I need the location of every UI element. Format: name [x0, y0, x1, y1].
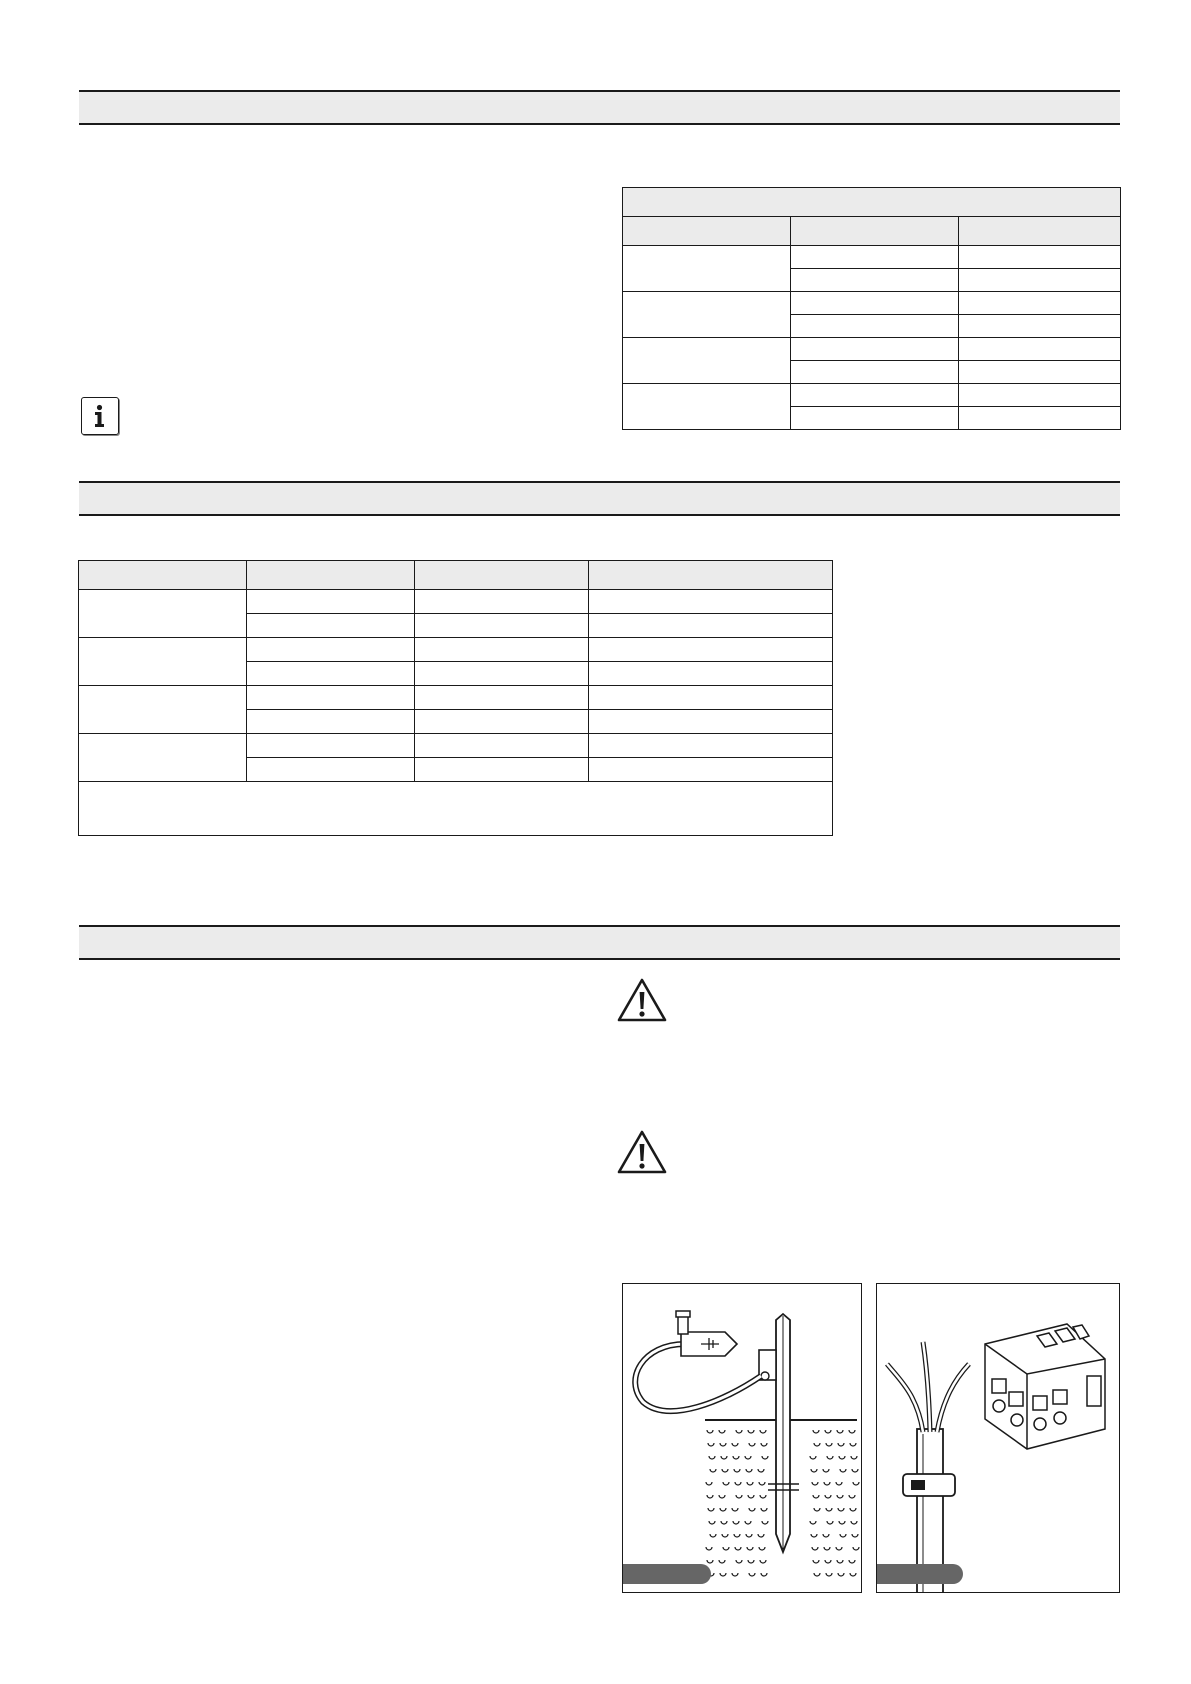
soil-mark: [813, 1430, 819, 1433]
table-cell: [791, 269, 959, 292]
soil-mark: [707, 1495, 713, 1498]
soil-mark: [722, 1534, 728, 1537]
soil-mark: [850, 1443, 856, 1446]
soil-mark: [732, 1573, 738, 1576]
group-cell: [79, 590, 247, 638]
soil-mark: [720, 1573, 726, 1576]
soil-mark: [813, 1495, 819, 1498]
soil-mark: [850, 1508, 856, 1511]
group-cell: [79, 638, 247, 686]
soil-mark: [824, 1482, 830, 1485]
figure-label-tab: [623, 1564, 711, 1584]
soil-mark: [720, 1443, 726, 1446]
soil-mark: [853, 1482, 859, 1485]
table-cell: [415, 686, 589, 710]
info-icon: [81, 397, 119, 435]
group-cell: [623, 246, 791, 292]
table-cell: [415, 638, 589, 662]
table-cell: [589, 662, 833, 686]
header-cell: [959, 217, 1121, 246]
soil-mark: [761, 1573, 767, 1576]
table-cell: [415, 710, 589, 734]
soil-mark: [709, 1456, 715, 1459]
table-cell: [589, 686, 833, 710]
soil-mark: [837, 1560, 843, 1563]
table-cell: [959, 246, 1121, 269]
soil-mark: [708, 1443, 714, 1446]
spec-table-right: [622, 187, 1121, 430]
table-cell: [959, 361, 1121, 384]
header-cell: [247, 561, 415, 590]
soil-mark: [814, 1573, 820, 1576]
cable-terminal-block-figure: [876, 1283, 1120, 1593]
soil-mark: [706, 1547, 712, 1550]
soil-mark: [836, 1547, 842, 1550]
soil-mark: [760, 1430, 766, 1433]
table-row: [623, 246, 1121, 269]
table-row: [623, 338, 1121, 361]
section-header-1: [79, 90, 1120, 125]
soil-mark: [814, 1508, 820, 1511]
soil-mark: [839, 1456, 845, 1459]
table-cell: [791, 384, 959, 407]
table-cell: [247, 758, 415, 782]
soil-mark: [849, 1430, 855, 1433]
soil-mark: [745, 1456, 751, 1459]
soil-mark: [734, 1469, 740, 1472]
spec-table-left: [78, 560, 833, 836]
table-cell: [247, 710, 415, 734]
group-cell: [79, 686, 247, 734]
table-cell: [247, 638, 415, 662]
table-row: [79, 590, 833, 614]
soil-mark: [850, 1573, 856, 1576]
soil-mark: [736, 1560, 742, 1563]
group-cell: [623, 292, 791, 338]
soil-mark: [824, 1547, 830, 1550]
soil-mark: [827, 1521, 833, 1524]
table-cell: [791, 361, 959, 384]
soil-mark: [734, 1534, 740, 1537]
table-cell: [589, 710, 833, 734]
table-header-row: [79, 561, 833, 590]
soil-mark: [825, 1495, 831, 1498]
soil-mark: [719, 1560, 725, 1563]
table-cell: [589, 758, 833, 782]
soil-mark: [838, 1573, 844, 1576]
soil-mark: [710, 1469, 716, 1472]
soil-mark: [707, 1560, 713, 1563]
soil-mark: [837, 1495, 843, 1498]
warning-triangle-icon: [617, 978, 667, 1022]
group-cell: [623, 384, 791, 430]
soil-mark: [733, 1521, 739, 1524]
table-cell: [247, 662, 415, 686]
soil-mark: [719, 1495, 725, 1498]
table-cell: [791, 246, 959, 269]
table-cell: [791, 315, 959, 338]
table-cell: [247, 590, 415, 614]
soil-mark: [849, 1560, 855, 1563]
header-cell: [79, 561, 247, 590]
table-row: [623, 292, 1121, 315]
soil-mark: [823, 1469, 829, 1472]
table-cell: [415, 734, 589, 758]
soil-mark: [723, 1547, 729, 1550]
soil-mark: [852, 1469, 858, 1472]
soil-mark: [748, 1560, 754, 1563]
figure-label-tab: [877, 1564, 963, 1584]
soil-mark: [736, 1430, 742, 1433]
table-cell: [959, 269, 1121, 292]
table-cell: [791, 292, 959, 315]
soil-mark: [840, 1534, 846, 1537]
group-cell: [623, 338, 791, 384]
soil-mark: [719, 1430, 725, 1433]
soil-mark: [746, 1469, 752, 1472]
soil-mark: [759, 1547, 765, 1550]
soil-mark: [761, 1508, 767, 1511]
soil-mark: [812, 1482, 818, 1485]
soil-mark: [838, 1508, 844, 1511]
soil-mark: [760, 1560, 766, 1563]
soil-mark: [710, 1534, 716, 1537]
table-row: [79, 686, 833, 710]
table-cell: [959, 292, 1121, 315]
soil-mark: [811, 1469, 817, 1472]
table-cell: [589, 614, 833, 638]
table-cell: [589, 734, 833, 758]
soil-mark: [732, 1443, 738, 1446]
soil-mark: [723, 1482, 729, 1485]
soil-mark: [722, 1469, 728, 1472]
soil-mark: [814, 1443, 820, 1446]
table-cell: [791, 407, 959, 430]
soil-mark: [825, 1430, 831, 1433]
table-row: [79, 734, 833, 758]
table-cell: [415, 614, 589, 638]
table-cell: [589, 590, 833, 614]
warning-triangle-icon: [617, 1130, 667, 1174]
table-header-row: [623, 217, 1121, 246]
header-cell: [623, 217, 791, 246]
soil-mark: [735, 1547, 741, 1550]
soil-mark: [812, 1547, 818, 1550]
table-title-cell: [623, 188, 1121, 217]
table-cell: [959, 384, 1121, 407]
table-cell: [415, 662, 589, 686]
soil-mark: [733, 1456, 739, 1459]
soil-mark: [721, 1521, 727, 1524]
soil-mark: [762, 1456, 768, 1459]
soil-mark: [720, 1508, 726, 1511]
table-row: [79, 638, 833, 662]
header-cell: [589, 561, 833, 590]
soil-mark: [826, 1443, 832, 1446]
soil-mark: [762, 1521, 768, 1524]
soil-mark: [827, 1456, 833, 1459]
table-cell: [589, 638, 833, 662]
table-cell: [247, 614, 415, 638]
soil-mark: [747, 1482, 753, 1485]
soil-mark: [707, 1430, 713, 1433]
soil-mark: [851, 1456, 857, 1459]
soil-mark: [758, 1534, 764, 1537]
soil-mark: [749, 1443, 755, 1446]
soil-mark: [810, 1456, 816, 1459]
soil-mark: [813, 1560, 819, 1563]
soil-mark: [748, 1495, 754, 1498]
grounding-stake-illustration: [623, 1284, 862, 1593]
soil-mark: [761, 1443, 767, 1446]
cable-terminal-block-illustration: [877, 1284, 1120, 1593]
soil-mark: [749, 1508, 755, 1511]
header-cell: [791, 217, 959, 246]
soil-mark: [748, 1430, 754, 1433]
soil-mark: [749, 1573, 755, 1576]
table-cell: [959, 407, 1121, 430]
table-cell: [415, 590, 589, 614]
soil-mark: [746, 1534, 752, 1537]
soil-mark: [840, 1469, 846, 1472]
soil-mark: [721, 1456, 727, 1459]
soil-mark: [745, 1521, 751, 1524]
soil-mark: [708, 1508, 714, 1511]
table-cell: [247, 734, 415, 758]
soil-mark: [747, 1547, 753, 1550]
soil-mark: [839, 1521, 845, 1524]
table-cell: [791, 338, 959, 361]
soil-mark: [760, 1495, 766, 1498]
soil-mark: [853, 1547, 859, 1550]
soil-mark: [826, 1573, 832, 1576]
soil-mark: [837, 1430, 843, 1433]
table-cell: [959, 315, 1121, 338]
group-cell: [79, 734, 247, 782]
soil-mark: [811, 1534, 817, 1537]
soil-mark: [838, 1443, 844, 1446]
soil-mark: [706, 1482, 712, 1485]
soil-mark: [823, 1534, 829, 1537]
soil-mark: [852, 1534, 858, 1537]
info-glyph: [82, 398, 117, 433]
section-header-2: [79, 481, 1120, 516]
soil-mark: [759, 1482, 765, 1485]
soil-mark: [825, 1560, 831, 1563]
soil-mark: [810, 1521, 816, 1524]
table-cell: [959, 338, 1121, 361]
soil-mark: [851, 1521, 857, 1524]
soil-mark: [758, 1469, 764, 1472]
table-cell: [415, 758, 589, 782]
soil-mark: [826, 1508, 832, 1511]
soil-mark: [836, 1482, 842, 1485]
soil-mark: [732, 1508, 738, 1511]
soil-mark: [849, 1495, 855, 1498]
table-cell: [247, 686, 415, 710]
soil-mark: [735, 1482, 741, 1485]
table-footnote-row: [79, 782, 833, 836]
table-footnote-cell: [79, 782, 833, 836]
grounding-stake-figure: [622, 1283, 862, 1593]
table-row: [623, 384, 1121, 407]
soil-mark: [709, 1521, 715, 1524]
table-title-row: [623, 188, 1121, 217]
header-cell: [415, 561, 589, 590]
soil-mark: [736, 1495, 742, 1498]
section-header-3: [79, 925, 1120, 960]
